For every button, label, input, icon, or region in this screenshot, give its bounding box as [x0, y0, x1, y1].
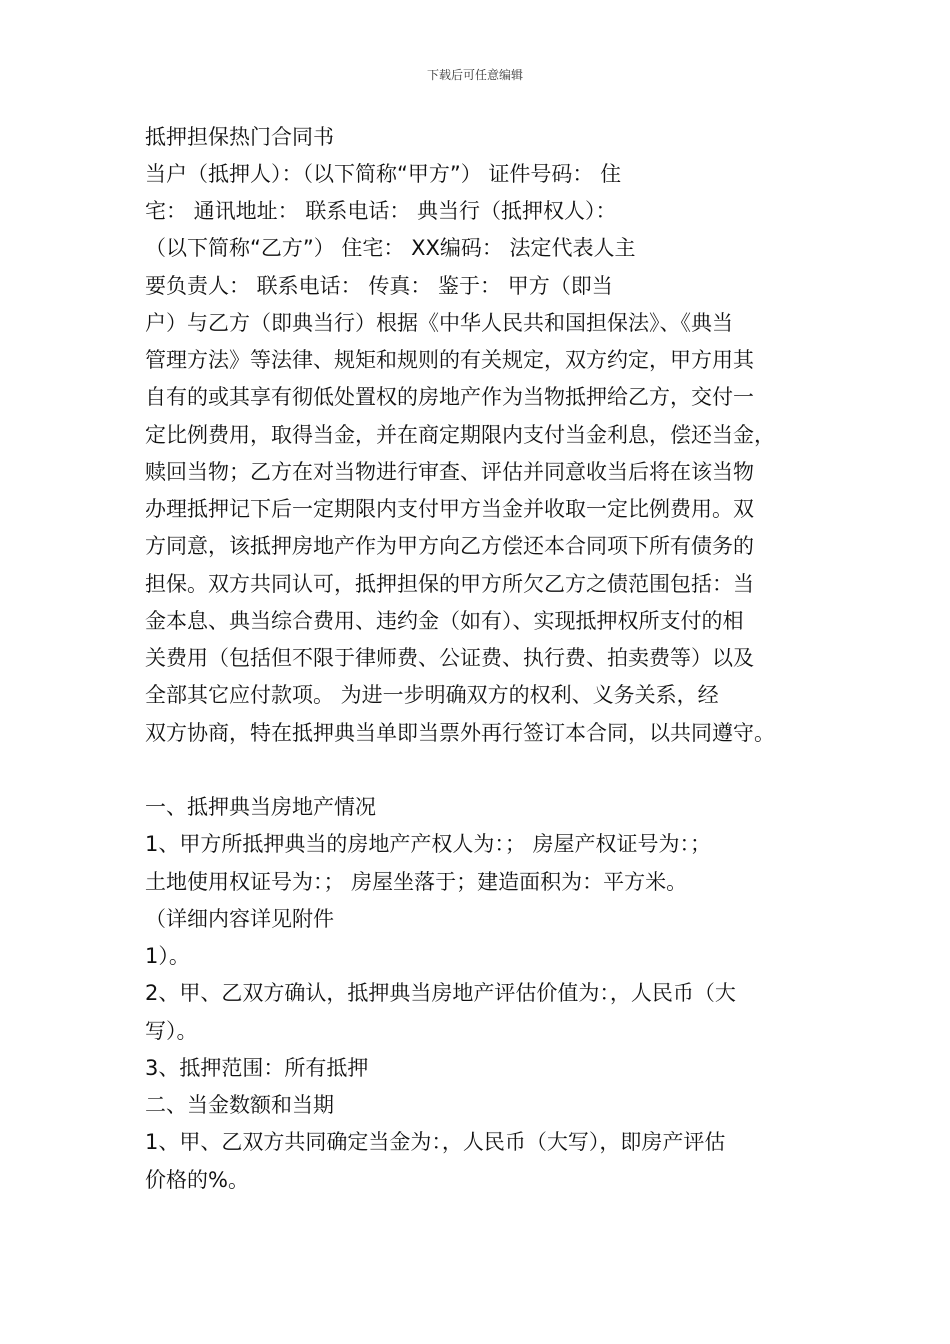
body-line: 3、抵押范围：所有抵押	[145, 1056, 369, 1080]
body-line: （详细内容详见附件	[145, 907, 334, 931]
body-line: 方同意，该抵押房地产作为甲方向乙方偿还本合同项下所有债务的	[145, 534, 754, 558]
body-line: 1、甲、乙双方共同确定当金为：，人民币（大写），即房产评估	[145, 1130, 726, 1154]
body-line: 管理方法》等法律、规矩和规则的有关规定，双方约定，甲方用其	[145, 348, 754, 372]
body-line: 1）。	[145, 944, 190, 968]
body-line: 要负责人： 联系电话： 传真： 鉴于： 甲方（即当	[145, 274, 613, 298]
section-heading: 二、当金数额和当期	[145, 1093, 334, 1117]
body-line: 1、甲方所抵押典当的房地产产权人为：； 房屋产权证号为：；	[145, 832, 712, 856]
body-line: 金本息、典当综合费用、违约金（如有）、实现抵押权所支付的相	[145, 609, 744, 633]
body-line: 赎回当物；乙方在对当物进行审查、评估并同意收当后将在该当物	[145, 460, 754, 484]
body-line: 自有的或其享有彻低处置权的房地产作为当物抵押给乙方，交付一	[145, 385, 754, 409]
section-heading: 一、抵押典当房地产情况	[145, 795, 376, 819]
body-line: 户）与乙方（即典当行）根据《中华人民共和国担保法》、《典当	[145, 311, 733, 335]
body-line: 宅： 通讯地址： 联系电话： 典当行（抵押权人）：	[145, 199, 617, 223]
body-line: 土地使用权证号为：； 房屋坐落于；建造面积为：平方米。	[145, 870, 688, 894]
body-line: 全部其它应付款项。 为进一步明确双方的权利、义务关系，经	[145, 683, 719, 707]
document-title: 抵押担保热门合同书	[145, 125, 334, 149]
body-line: 关费用（包括但不限于律师费、公证费、执行费、拍卖费等）以及	[145, 646, 754, 670]
body-line: 双方协商，特在抵押典当单即当票外再行签订本合同，以共同遵守。	[145, 721, 775, 745]
body-line: （以下简称“乙方”） 住宅： XX编码： 法定代表人主	[145, 236, 636, 260]
body-line: 2、甲、乙双方确认，抵押典当房地产评估价值为：，人民币（大	[145, 981, 736, 1005]
body-line: 价格的%。	[145, 1168, 249, 1192]
body-line: 定比例费用，取得当金，并在商定期限内支付当金利息，偿还当金，	[145, 423, 775, 447]
body-line: 写）。	[145, 1019, 198, 1043]
page-header: 下载后可任意编辑	[426, 68, 523, 82]
body-line: 办理抵押记下后一定期限内支付甲方当金并收取一定比例费用。双	[145, 497, 754, 521]
body-line: 当户（抵押人）：（以下简称“甲方”） 证件号码： 住	[145, 162, 622, 186]
body-line: 担保。双方共同认可，抵押担保的甲方所欠乙方之债范围包括：当	[145, 572, 754, 596]
